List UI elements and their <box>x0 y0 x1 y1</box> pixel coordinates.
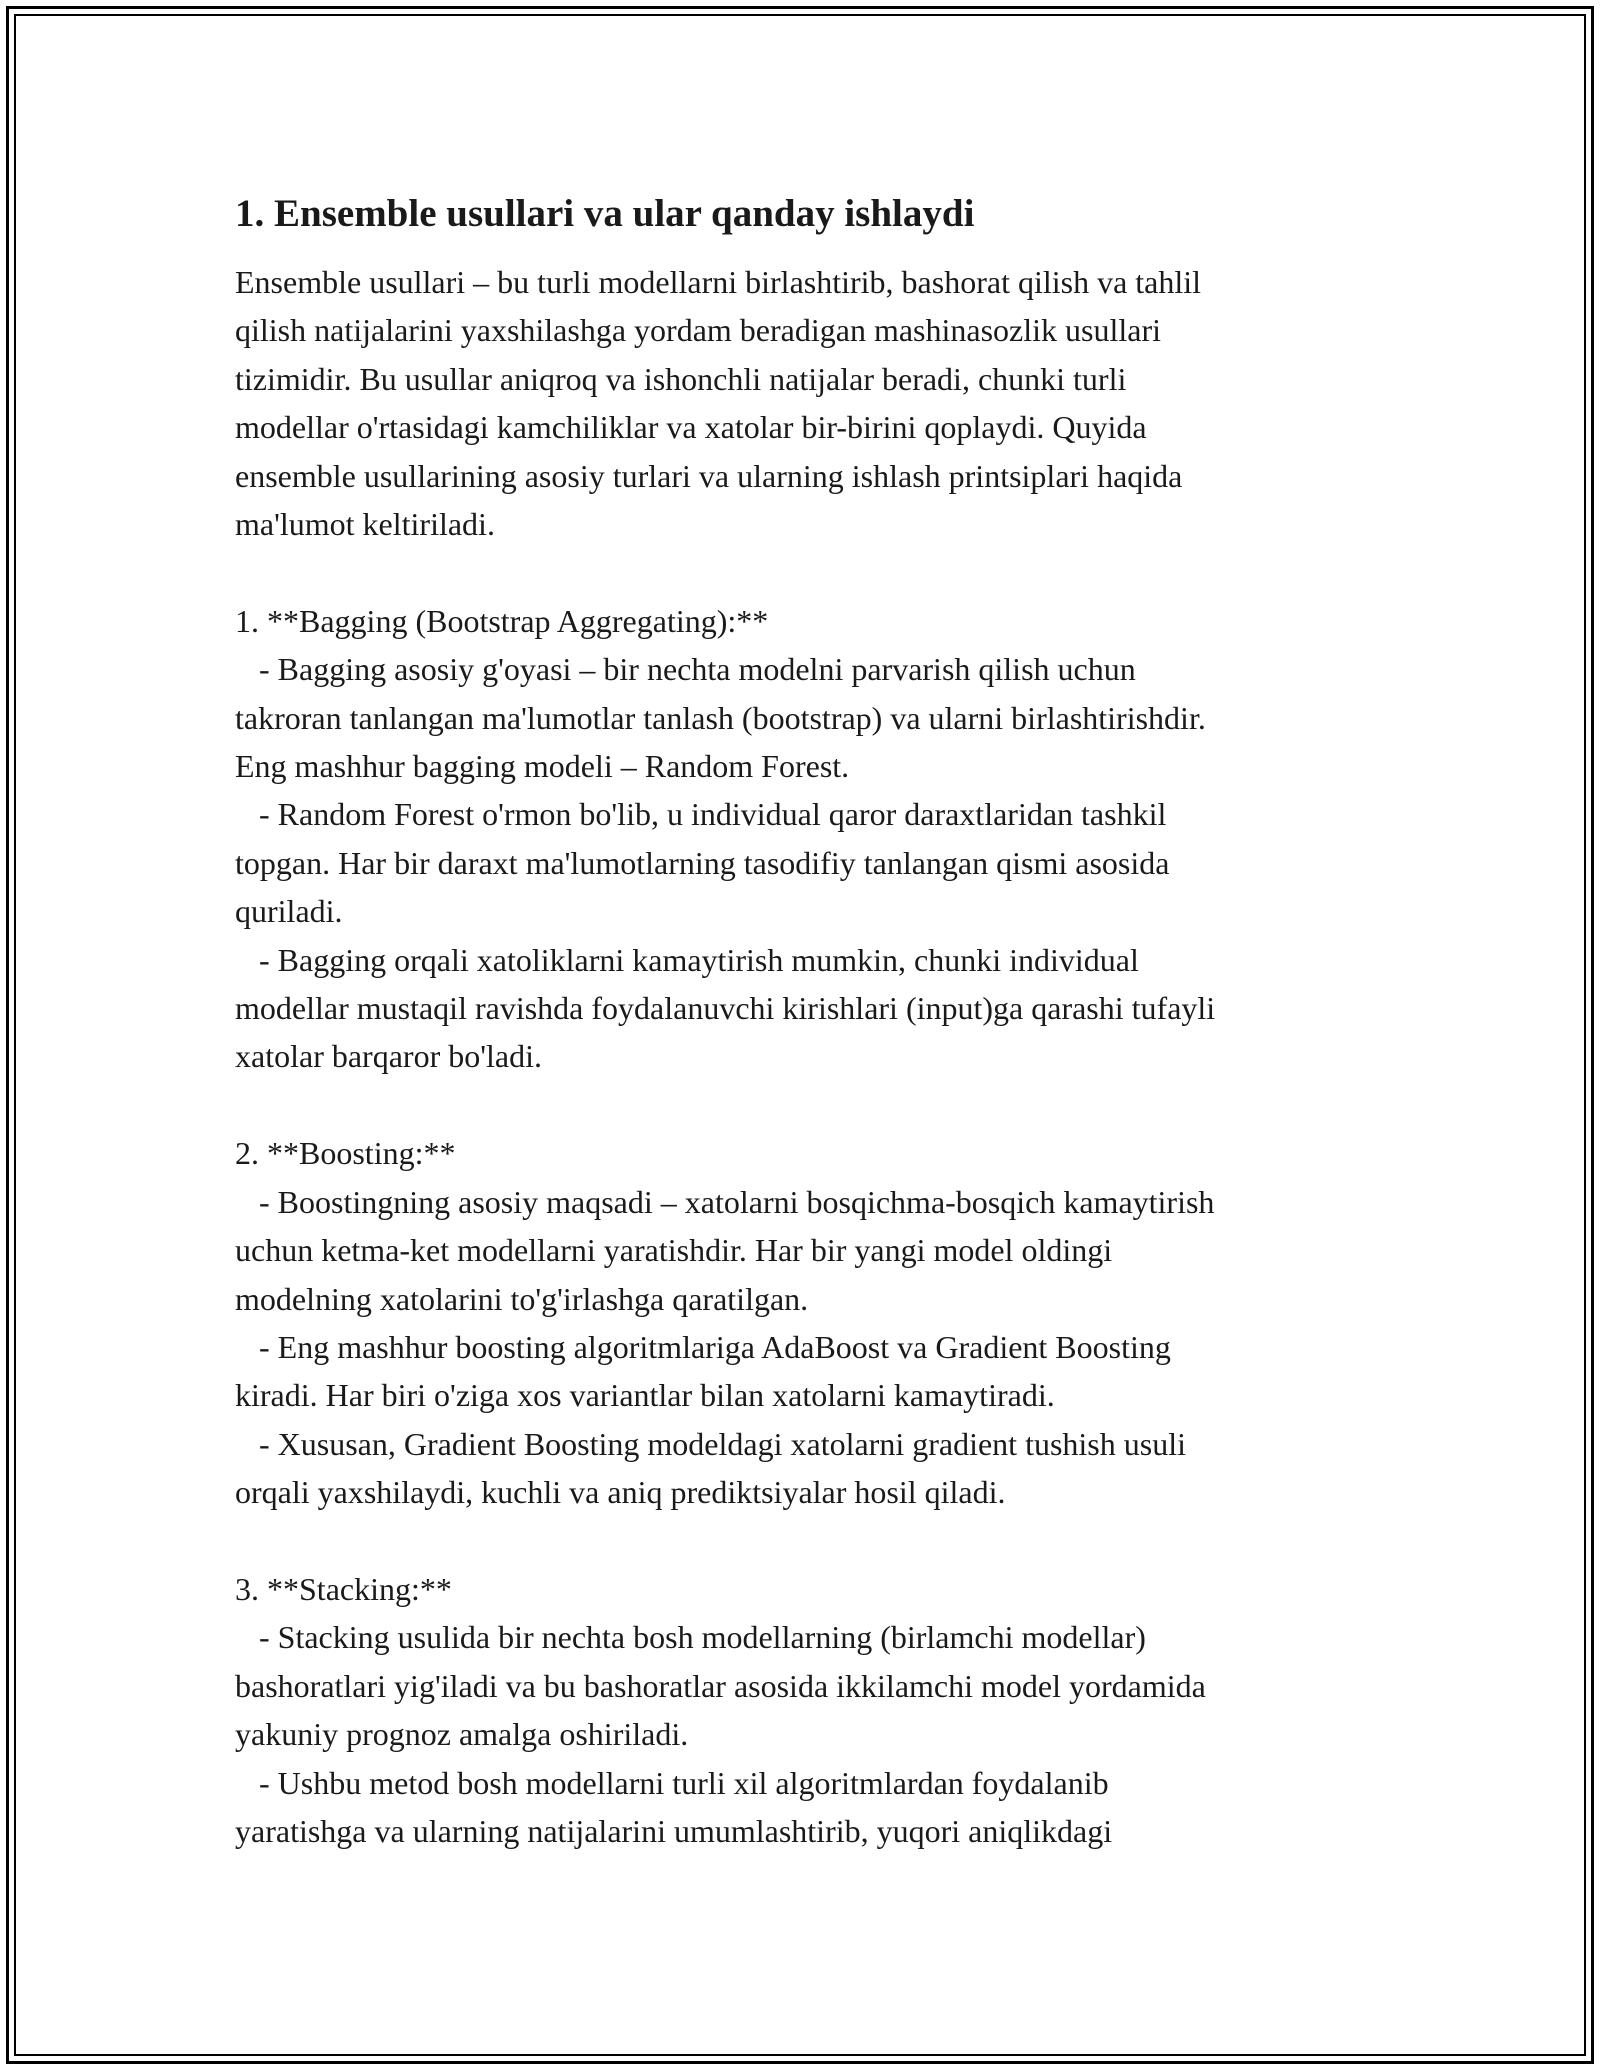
text-line: orqali yaxshilaydi, kuchli va aniq prediktsiyalar hosil qiladi. <box>235 1474 1006 1511</box>
text-line: quriladi. <box>235 893 343 930</box>
page-title: 1. Ensemble usullari va ular qanday ishlaydi <box>235 192 975 235</box>
paragraph-gap <box>235 1517 1365 1565</box>
text-line: uchun ketma-ket modellarni yaratishdir. Har bir yangi model oldingi <box>235 1232 1113 1269</box>
text-line: - Bagging orqali xatoliklarni kamaytirish mumkin, chunki individual <box>235 941 1139 978</box>
stacking-section <box>235 1565 1365 1855</box>
text-line: topgan. Har bir daraxt ma'lumotlarning tasodifiy tanlangan qismi asosida <box>235 844 1170 881</box>
text-line: qilish natijalarini yaxshilashga yordam beradigan mashinasozlik usullari <box>235 312 1161 349</box>
document-body <box>235 186 1365 1855</box>
text-line: modellar mustaqil ravishda foydalanuvchi kirishlari (input)ga qarashi tufayli <box>235 990 1216 1027</box>
text-line: - Boostingning asosiy maqsadi – xatolarni bosqichma-bosqich kamaytirish <box>235 1183 1215 1220</box>
boosting-section <box>235 1129 1365 1516</box>
text-line: - Stacking usulida bir nechta bosh modellarning (birlamchi modellar) <box>235 1619 1146 1656</box>
text-line: yakuniy prognoz amalga oshiriladi. <box>235 1716 689 1753</box>
bagging-section <box>235 597 1365 1081</box>
text-line: xatolar barqaror bo'ladi. <box>235 1038 542 1075</box>
text-line: 2. **Boosting:** <box>235 1135 456 1172</box>
text-line: 3. **Stacking:** <box>235 1570 452 1607</box>
text-line: ensemble usullarining asosiy turlari va ularning ishlash printsiplari haqida <box>235 457 1183 494</box>
text-line: - Random Forest o'rmon bo'lib, u individual qaror daraxtlaridan tashkil <box>235 796 1167 833</box>
text-line: ma'lumot keltiriladi. <box>235 506 495 543</box>
text-line: Eng mashhur bagging modeli – Random Forest. <box>235 748 850 785</box>
text-line: modelning xatolarini to'g'irlashga qaratilgan. <box>235 1280 809 1317</box>
paragraph-gap <box>235 548 1365 596</box>
text-line: - Eng mashhur boosting algoritmlariga AdaBoost va Gradient Boosting <box>235 1328 1171 1365</box>
text-line: yaratishga va ularning natijalarini umumlashtirib, yuqori aniqlikdagi <box>235 1812 1113 1849</box>
text-line: takroran tanlangan ma'lumotlar tanlash (bootstrap) va ularni birlashtirishdir. <box>235 699 1206 736</box>
text-line: tizimidir. Bu usullar aniqroq va ishonchli natijalar beradi, chunki turli <box>235 360 1127 397</box>
paragraph-gap <box>235 1081 1365 1129</box>
text-line: bashoratlari yig'iladi va bu bashoratlar asosida ikkilamchi model yordamida <box>235 1667 1206 1704</box>
text-line: - Bagging asosiy g'oyasi – bir nechta modelni parvarish qilish uchun <box>235 651 1136 688</box>
text-line: 1. **Bagging (Bootstrap Aggregating):** <box>235 602 769 639</box>
text-line: - Xususan, Gradient Boosting modeldagi xatolarni gradient tushish usuli <box>235 1425 1186 1462</box>
intro-paragraph <box>235 258 1365 548</box>
text-line: kiradi. Har biri o'ziga xos variantlar bilan xatolarni kamaytiradi. <box>235 1377 1055 1414</box>
text-line: modellar o'rtasidagi kamchiliklar va xatolar bir-birini qoplaydi. Quyida <box>235 409 1147 446</box>
text-line: - Ushbu metod bosh modellarni turli xil algoritmlardan foydalanib <box>235 1764 1109 1801</box>
text-line: Ensemble usullari – bu turli modellarni birlashtirib, bashorat qilish va tahlil <box>235 264 1202 300</box>
